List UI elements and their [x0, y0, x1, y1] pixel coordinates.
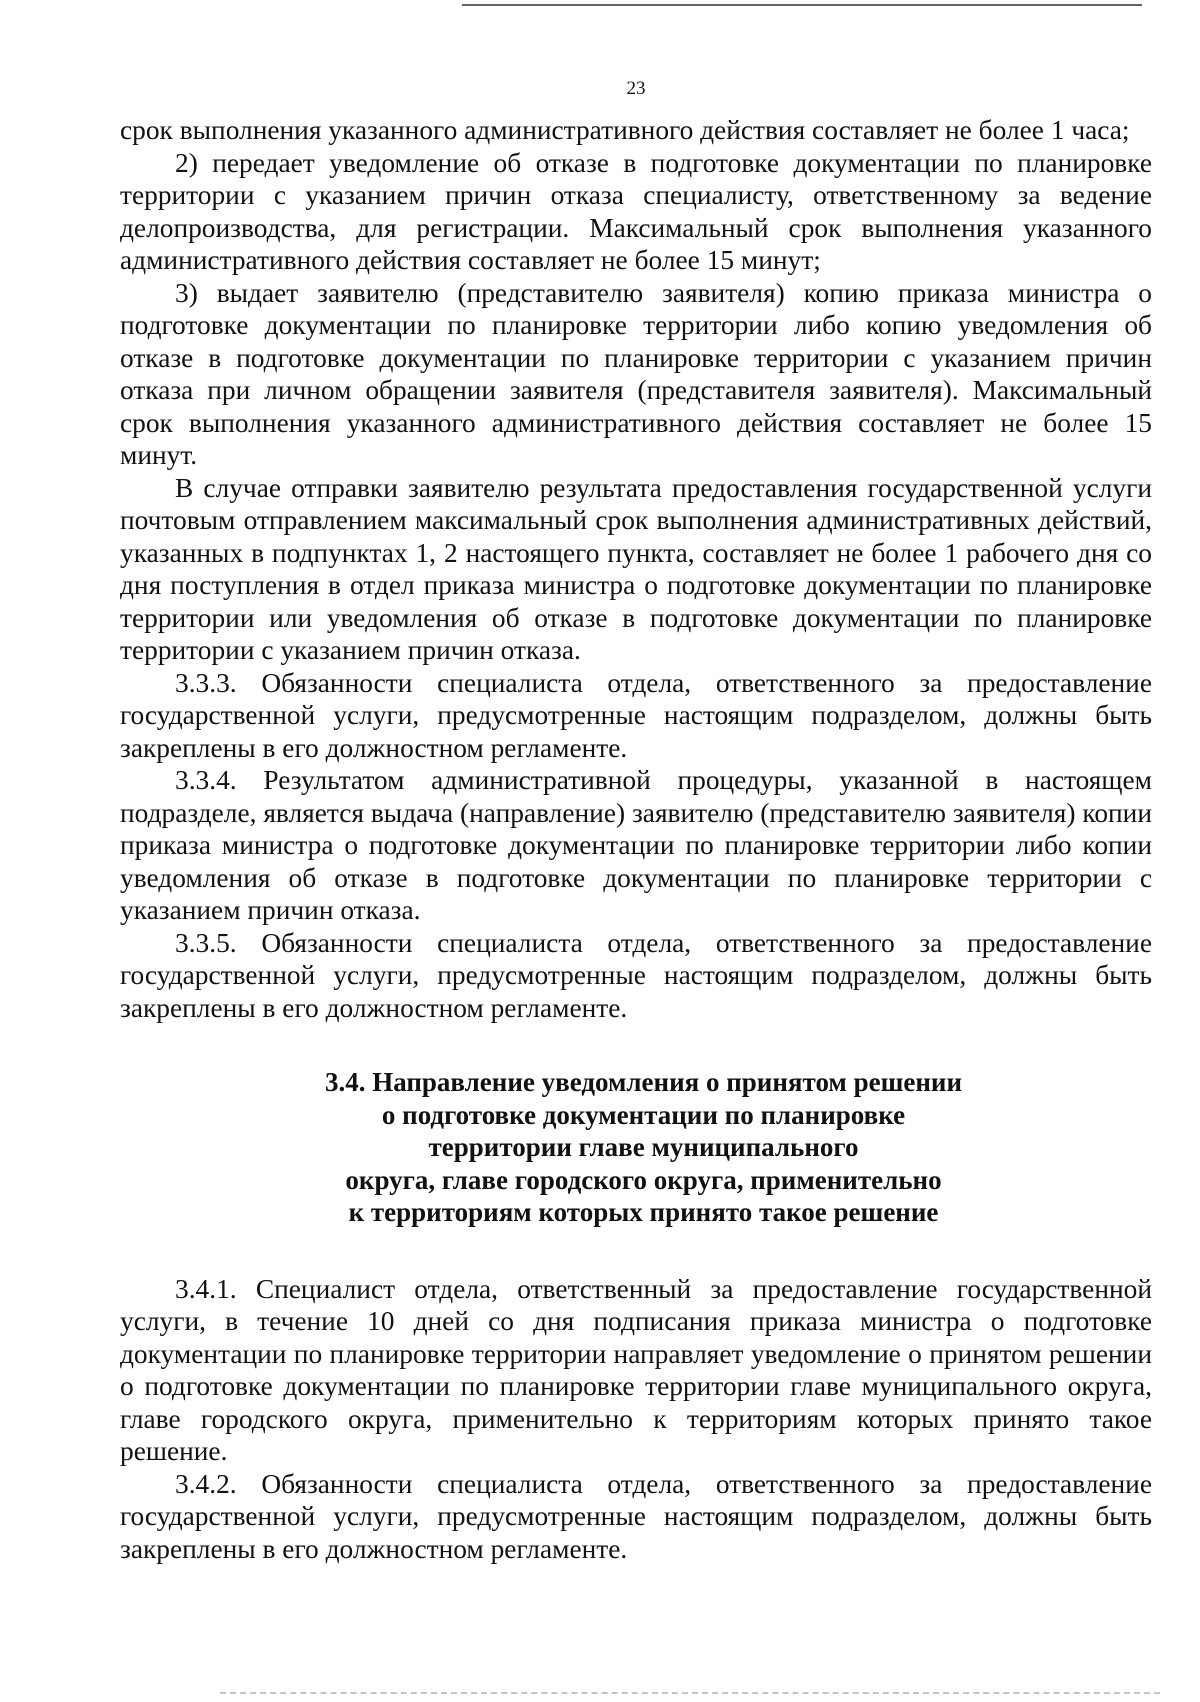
section-heading	[120, 1066, 1152, 1229]
paragraph: 3.4.2. Обязанности специалиста отдела, ответственного за предоставление государственной услуги, предусмотренные настоящим подразделом, должны быть закреплены в его должностном регламенте.	[120, 1468, 1152, 1564]
section-heading-line: территории главе муниципального	[428, 1132, 859, 1162]
paragraph: 3.3.3. Обязанности специалиста отдела, ответственного за предоставление государственной услуги, предусмотренные настоящим подразделом, должны быть закреплены в его должностном регламенте.	[120, 667, 1152, 763]
section-heading-line: округа, главе городского округа, применительно	[345, 1164, 942, 1195]
section-heading-line: 3.4. Направление уведомления о принятом решении	[324, 1067, 963, 1097]
paragraph: 3.3.4. Результатом административной процедуры, указанной в настоящем подразделе, является выдача (направление) заявителю (представителю заявителя) копии приказа министра о подготовке документации по планировке территории либо копии уведомления об отказе в подготовке документации по планировке территории с указанием причин отказа.	[120, 765, 1152, 925]
paragraph: В случае отправки заявителю результата предоставления государственной услуги почтовым отправлением максимальный срок выполнения административных действий, указанных в подпунктах 1, 2 настоящего пункта, составляет не более 1 рабочего дня со дня поступления в отдел приказа министра о подготовке документации по планировке территории или уведомления об отказе в подготовке документации по планировке территории с указанием причин отказа.	[120, 472, 1152, 665]
page-number: 23	[626, 78, 646, 99]
paragraph: 3) выдает заявителю (представителю заявителя) копию приказа министра о подготовке документации по планировке территории либо копию уведомления об отказе в подготовке документации по планировке территории с указанием причин отказа при личном обращении заявителя (представителя заявителя). Максимальный срок выполнения указанного административного действия составляет не более 15 минут.	[120, 277, 1152, 470]
document-body	[120, 114, 1152, 1565]
scan-edge-line-bottom	[220, 1692, 1160, 1695]
section-heading-line: к территориям которых принято такое решение	[348, 1197, 939, 1227]
section-heading-line: о подготовке документации по планировке	[381, 1099, 906, 1130]
paragraph: срок выполнения указанного административного действия составляет не более 1 часа;	[120, 115, 1130, 145]
paragraph: 3.4.1. Специалист отдела, ответственный за предоставление государственной услуги, в течение 10 дней со дня подписания приказа министра о подготовке документации по планировке территории направляет уведомление о принятом решении о подготовке документации по планировке территории главе муниципального округа, главе городского округа, применительно к территориям которых принято такое решение.	[120, 1273, 1152, 1466]
scan-edge-line-top	[462, 4, 1142, 6]
paragraph: 2) передает уведомление об отказе в подготовке документации по планировке территории с указанием причин отказа специалисту, ответственному за ведение делопроизводства, для регистрации. Максимальный срок выполнения указанного административного действия составляет не более 15 минут;	[120, 147, 1152, 275]
paragraph: 3.3.5. Обязанности специалиста отдела, ответственного за предоставление государственной услуги, предусмотренные настоящим подразделом, должны быть закреплены в его должностном регламенте.	[120, 927, 1152, 1023]
